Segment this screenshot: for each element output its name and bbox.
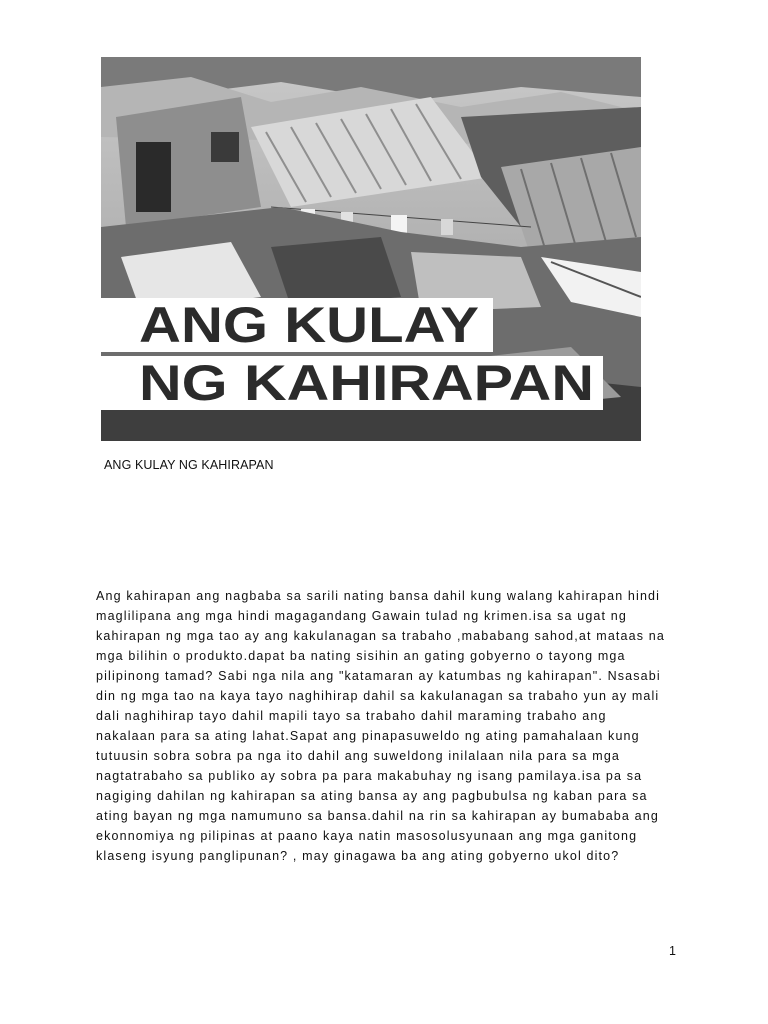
slum-rooftops-illustration xyxy=(101,57,641,441)
cover-headline-line1: ANG KULAY xyxy=(139,297,479,353)
body-line: nagiging dahilan ng kahirapan sa ating bansa ay ang pagbubulsa ng kaban para sa xyxy=(96,789,648,803)
body-line: kahirapan ng mga tao ay ang kakulanagan sa trabaho ,mababang sahod,at mataas na xyxy=(96,629,665,643)
body-line: nagtatrabaho sa publiko ay sobra pa para makabuhay ng isang pamilaya.isa pa sa xyxy=(96,769,643,783)
cover-headline-line2: NG KAHIRAPAN xyxy=(139,355,594,411)
body-line: maglilipana ang mga hindi magagandang Gawain tulad ng krimen.isa sa ugat ng xyxy=(96,609,627,623)
cover-photo xyxy=(101,57,641,441)
page-number: 1 xyxy=(669,944,676,958)
body-line: pilipinong tamad? Sabi nga nila ang "katamaran ay katumbas ng kahirapan". Nsasabi xyxy=(96,669,661,683)
body-line: Ang kahirapan ang nagbaba sa sarili nating bansa dahil kung walang kahirapan hindi xyxy=(96,589,661,603)
image-caption: ANG KULAY NG KAHIRAPAN xyxy=(104,458,274,472)
body-line: nakalaan para sa ating lahat.Sapat ang pinapasuweldo ng ating pamahalaan kung xyxy=(96,729,640,743)
body-line: mga bilihin o produkto.dapat ba nating sisihin an gating gobyerno o tayong mga xyxy=(96,649,626,663)
body-line: dali naghihirap tayo dahil mapili tayo sa trabaho dahil maraming trabaho ang xyxy=(96,709,607,723)
body-line: ekonnomiya ng pilipinas at paano kaya natin masosolusyunaan ang mga ganitong xyxy=(96,829,638,843)
body-paragraph xyxy=(96,586,676,866)
body-line: klaseng isyung panglipunan? , may ginagawa ba ang ating gobyerno ukol dito? xyxy=(96,849,620,863)
body-line: tutuusin sobra sobra pa nga ito dahil ang suweldong inilalaan nila para sa mga xyxy=(96,749,621,763)
body-line: din ng mga tao na kaya tayo naghihirap dahil sa kakulanagan sa trabaho yun ay mali xyxy=(96,689,660,703)
body-line: ating bayan ng mga namumuno sa bansa.dahil na rin sa kahirapan ay bumababa ang xyxy=(96,809,659,823)
